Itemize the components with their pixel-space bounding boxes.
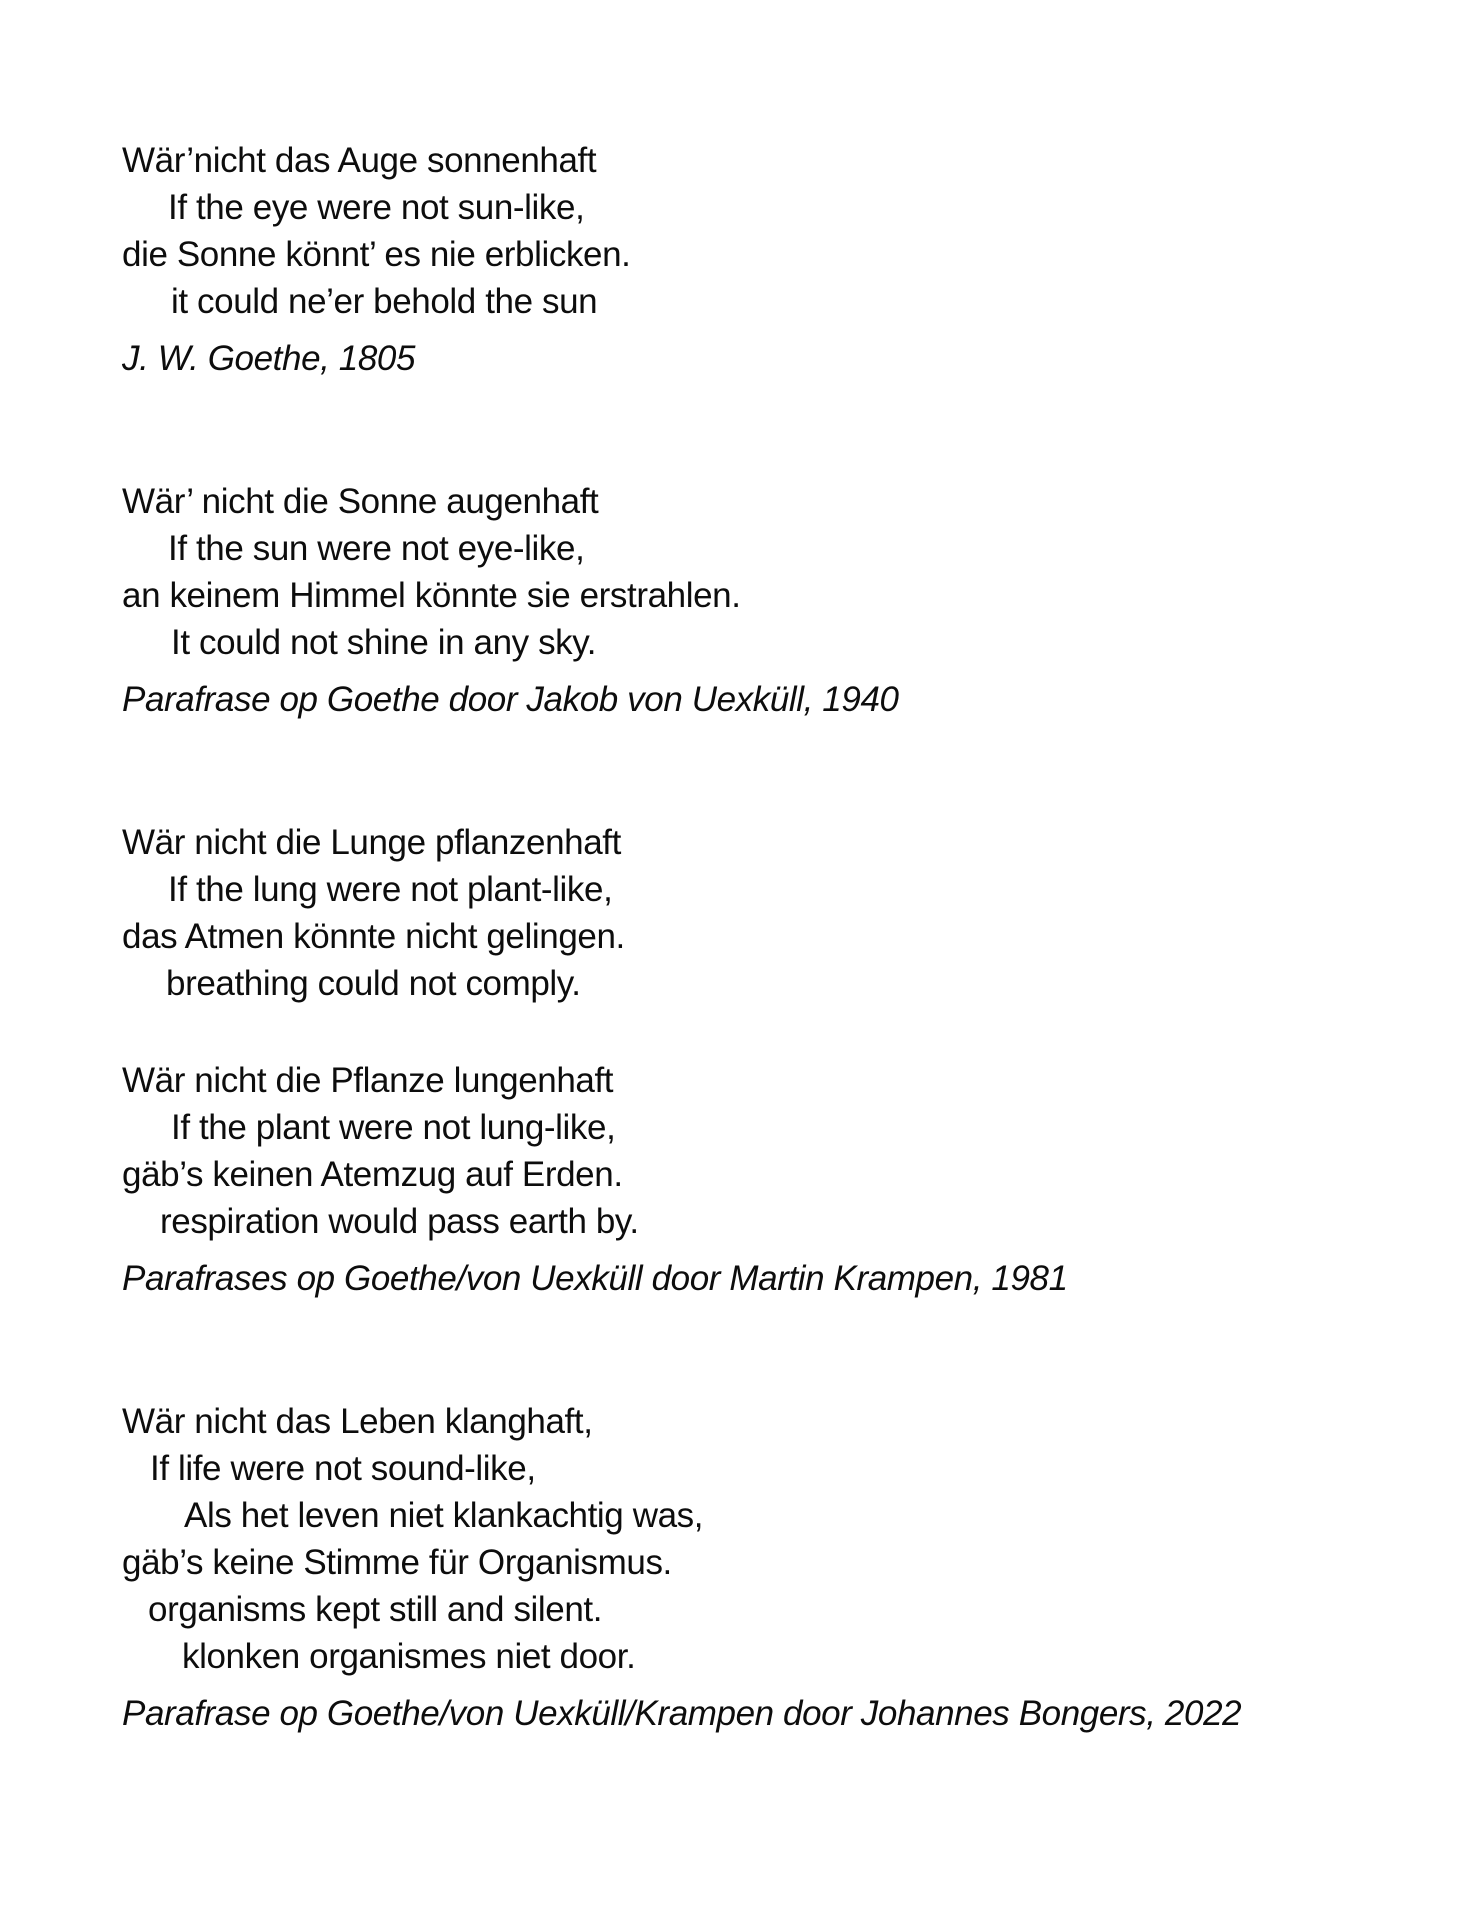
stanza-list <box>122 137 1406 1737</box>
poem-line: gäb’s keine Stimme für Organismus. <box>122 1543 672 1582</box>
poem-line: If the eye were not sun-like, <box>168 188 585 227</box>
attribution: J. W. Goethe, 1805 <box>122 339 416 378</box>
poem-line: If life were not sound-like, <box>150 1449 536 1488</box>
poem-line: das Atmen könnte nicht gelingen. <box>122 917 625 956</box>
poem-line: Wär nicht die Lunge pflanzenhaft <box>122 823 621 862</box>
poem-line: If the lung were not plant-like, <box>168 870 613 909</box>
poem-line: It could not shine in any sky. <box>171 623 597 662</box>
poem-line: gäb’s keinen Atemzug auf Erden. <box>122 1155 623 1194</box>
poem-line: breathing could not comply. <box>166 964 581 1003</box>
poem-line: it could ne’er behold the sun <box>171 282 598 321</box>
stanza <box>122 478 1406 723</box>
poem-line: respiration would pass earth by. <box>160 1202 639 1241</box>
poem-line: die Sonne könnt’ es nie erblicken. <box>122 235 631 274</box>
stanza <box>122 819 1406 1007</box>
poem-line: If the plant were not lung-like, <box>171 1108 616 1147</box>
stanza <box>122 1057 1406 1302</box>
poem-line: Wär nicht die Pflanze lungenhaft <box>122 1061 614 1100</box>
attribution: Parafrases op Goethe/von Uexküll door Martin Krampen, 1981 <box>122 1259 1068 1298</box>
poem-line: Wär nicht das Leben klanghaft, <box>122 1402 593 1441</box>
poem-line: an keinem Himmel könnte sie erstrahlen. <box>122 576 741 615</box>
poem-line: Als het leven niet klankachtig was, <box>184 1496 704 1535</box>
attribution: Parafrase op Goethe door Jakob von Uexküll, 1940 <box>122 680 899 719</box>
poem-line: klonken organismes niet door. <box>182 1637 636 1676</box>
stanza <box>122 137 1406 382</box>
poem-line: Wär’nicht das Auge sonnenhaft <box>122 141 597 180</box>
stanza <box>122 1398 1406 1737</box>
poem-line: organisms kept still and silent. <box>148 1590 603 1629</box>
poem-line: If the sun were not eye-like, <box>168 529 585 568</box>
poem-line: Wär’ nicht die Sonne augenhaft <box>122 482 599 521</box>
attribution: Parafrase op Goethe/von Uexküll/Krampen door Johannes Bongers, 2022 <box>122 1694 1242 1733</box>
